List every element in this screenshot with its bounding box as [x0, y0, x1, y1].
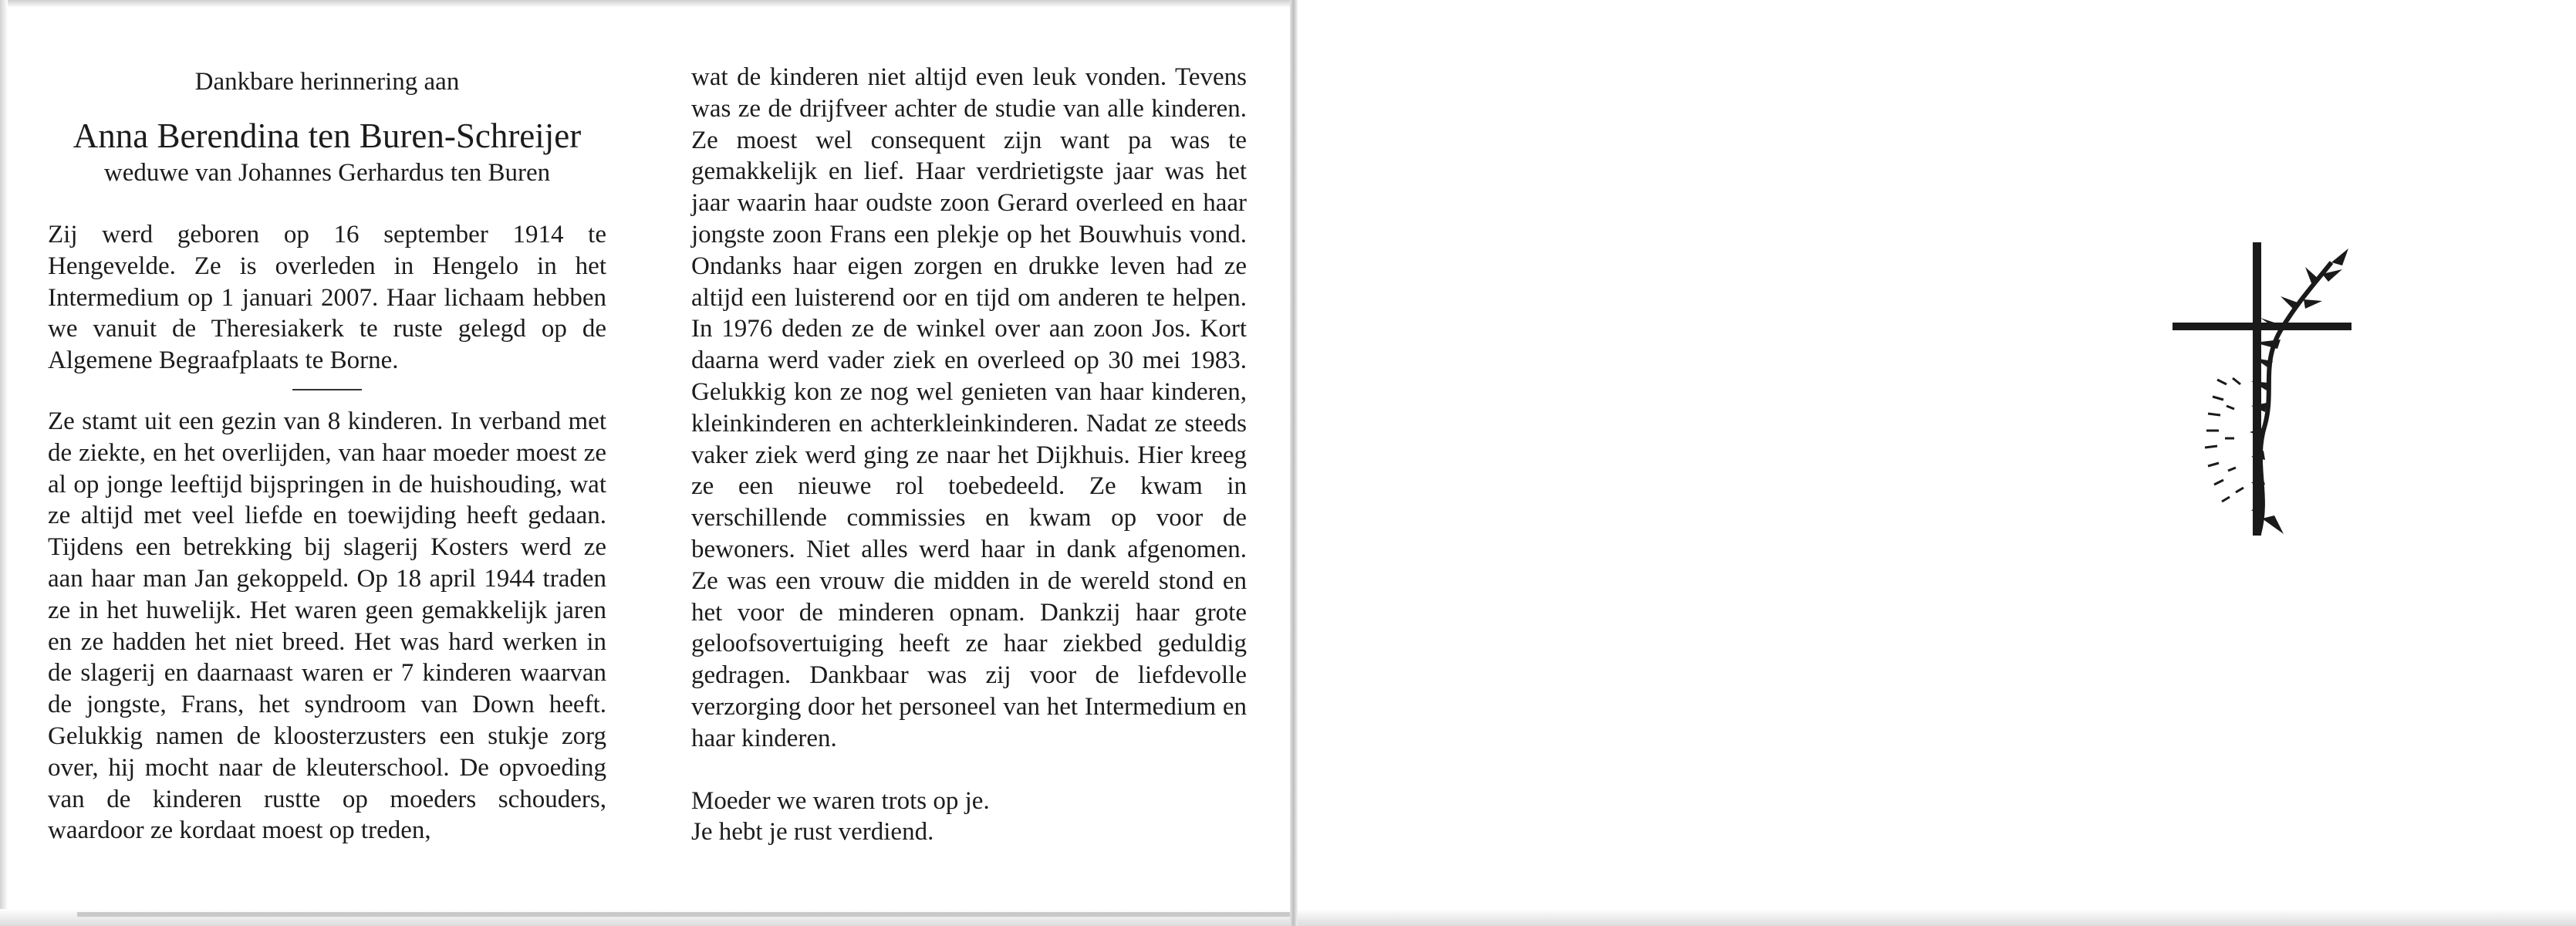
card-bottom-shadow [77, 912, 1295, 917]
cross-with-palm-branch-icon [2168, 231, 2361, 556]
life-story-paragraph-1: Ze stamt uit een gezin van 8 kinderen. In verband met de ziekte, en het overlijden, van haar moeder moest ze al op jonge leeftijd bijspringen in de huishouding, wat ze altijd met veel liefde en toewijding heeft gedaan. Tijdens een betrekking bij slagerij Kosters werd ze aan haar man Jan gekoppeld. Op 18 april 1944 traden ze in het huwelijk. Het waren geen gemakkelijk jaren en ze hadden het niet breed. Het was hard werken in de slagerij en daarnaast waren er 7 kinderen waarvan de jongste, Frans, het syndroom van Down heeft. Gelukkig namen de kloosterzusters een stukje zorg over, hij mocht naar de kleuterschool. De opvoeding van de kinderen rustte op moeders schouders, waardoor ze kordaat moest op treden, [48, 407, 606, 845]
card-left-edge [0, 0, 8, 926]
closing-text [691, 786, 1247, 849]
cross-svg [2168, 231, 2361, 556]
widow-line: weduwe van Johannes Gerhardus ten Buren [103, 159, 551, 187]
card-fold [1290, 0, 1298, 926]
card-top-edge [0, 0, 1295, 8]
closing-line-1: Moeder we waren trots op je. [691, 786, 990, 815]
right-column [691, 62, 1247, 848]
life-story-paragraph-2: wat de kinderen niet altijd even leuk vonden. Tevens was ze de drijfveer achter de studie van alle kinderen. Ze moest wel consequent zijn want pa was te gemakkelijk en lief. Haar verdrietigste jaar was het jaar waarin haar oudste zoon Gerard overleed en haar jongste zoon Frans een plekje op het Bouwhuis vond. Ondanks haar eigen zorgen en drukke leven had ze altijd een luisterend oor en tijd om anderen te helpen. In 1976 deden ze de winkel over aan zoon Jos. Kort daarna werd vader ziek en overleed op 30 mei 1983. Gelukkig kon ze nog wel genieten van haar kinderen, kleinkinderen en achterkleinkinderen. Nadat ze steeds vaker ziek werd ging ze naar het Dijkhuis. Hier kreeg ze een nieuwe rol toebedeeld. Ze kwam in verschillende commissies en kwam op voor de bewoners. Niet alles werd haar in dank afgenomen. Ze was een vrouw die midden in de wereld stond en het voor de minderen opnam. Dankzij haar grote geloofsovertuiging heeft ze haar ziekbed geduldig gedragen. Dankbaar was zij voor de liefdevolle verzorging door het personeel van het Intermedium en haar kinderen. [691, 63, 1247, 752]
closing-line-2: Je hebt je rust verdiend. [691, 818, 934, 847]
intro-line: Dankbare herinnering aan [194, 68, 460, 96]
section-divider [292, 389, 362, 390]
birth-death-paragraph: Zij werd geboren op 16 september 1914 te Hengevelde. Ze is overleden in Hengelo in het Intermedium op 1 januari 2007. Haar lichaam hebben we vanuit de Theresiakerk te ruste gelegd op de Algemene Begraafplaats te Borne. [48, 221, 606, 375]
left-column [48, 66, 606, 847]
deceased-name: Anna Berendina ten Buren-Schreijer [73, 117, 582, 155]
